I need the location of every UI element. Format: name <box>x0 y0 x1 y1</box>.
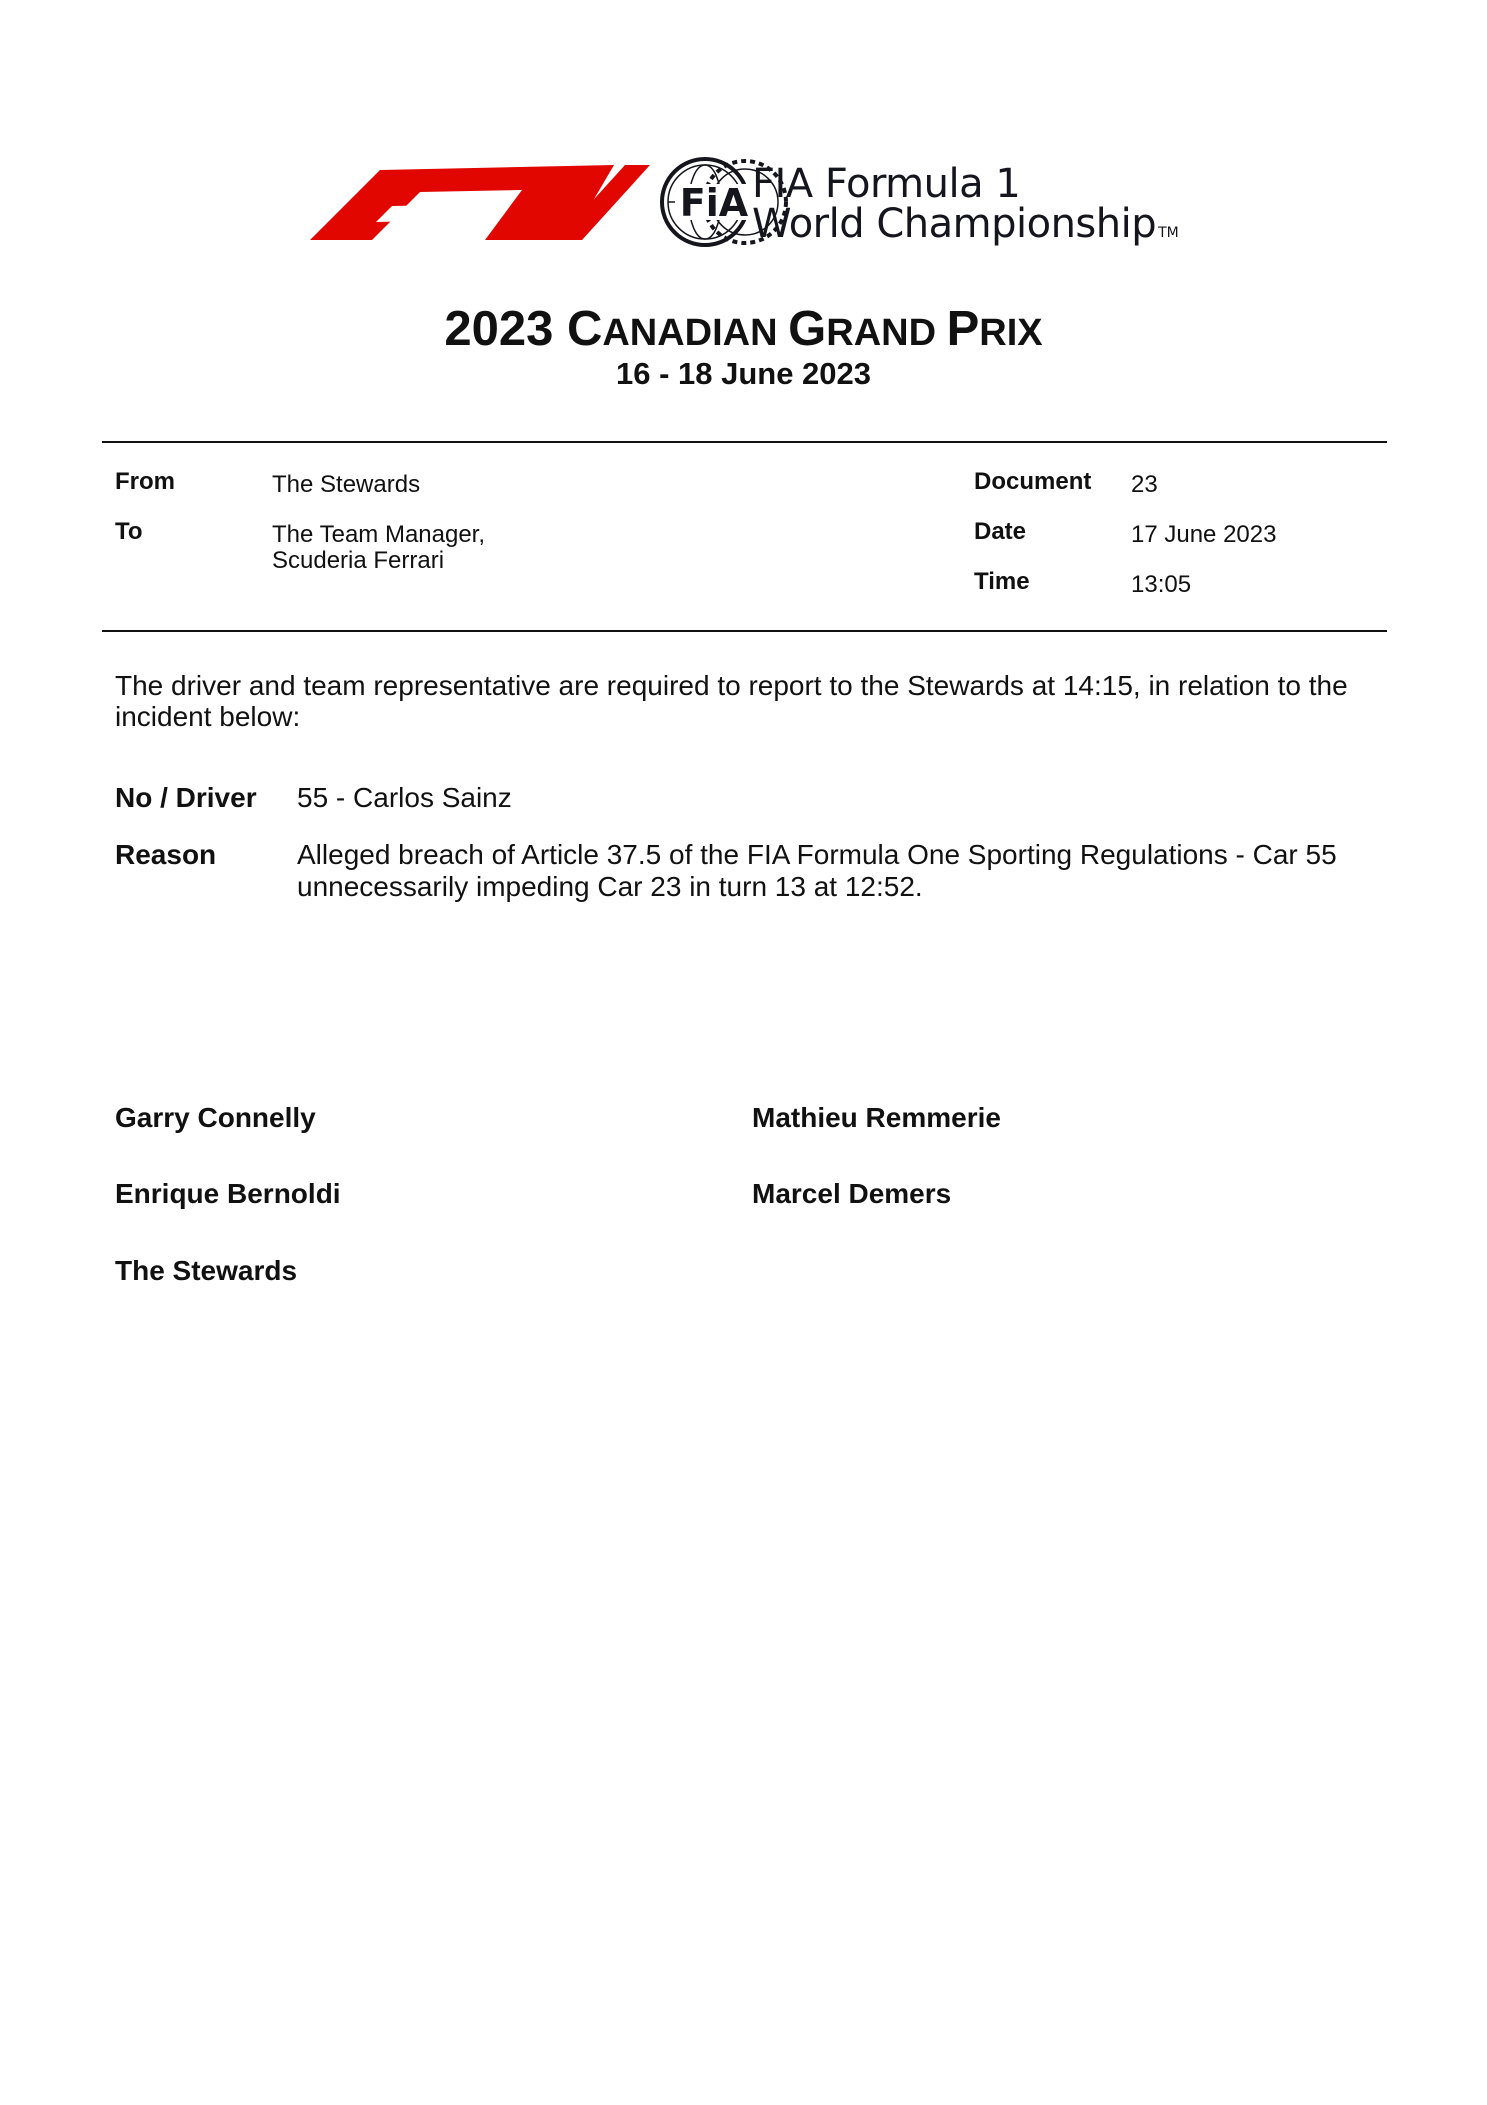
title-rest: RIX <box>979 312 1043 354</box>
header-bottom-divider <box>102 630 1387 632</box>
time-label: Time <box>974 568 1030 595</box>
to-label: To <box>115 518 143 545</box>
title-rest: ANADIAN <box>602 312 789 354</box>
steward-name-1: Garry Connelly <box>115 1102 316 1133</box>
time-value: 13:05 <box>1131 571 1192 598</box>
header-top-divider <box>102 441 1387 443</box>
logo-wordmark <box>752 161 1179 253</box>
event-title-word-2 <box>788 302 946 356</box>
title-rest: RAND <box>826 312 947 354</box>
summons-intro: The driver and team representative are required to report to the Stewards at 14:15, in relation to the incident below: <box>115 670 1348 732</box>
title-initial: C <box>566 302 603 356</box>
logo-line-2-text: World Championship <box>752 201 1157 247</box>
logo-line-1: FIA Formula 1 <box>752 161 1021 207</box>
f1-logo-mark <box>310 165 650 240</box>
event-title-word-1 <box>567 302 788 356</box>
date-value: 17 June 2023 <box>1131 521 1277 548</box>
logo-line-2 <box>752 201 1179 253</box>
date-label: Date <box>974 518 1027 545</box>
reason-label: Reason <box>115 839 217 870</box>
steward-name-2: Mathieu Remmerie <box>752 1102 1001 1133</box>
steward-name-4: Marcel Demers <box>752 1178 952 1209</box>
steward-name-3: Enrique Bernoldi <box>115 1178 341 1209</box>
title-initial: P <box>946 302 980 356</box>
event-title-year: 2023 <box>444 302 567 356</box>
reason-value: Alleged breach of Article 37.5 of the FIA Formula One Sporting Regulations - Car 55 unnecessarily impeding Car 23 in turn 13 at 12:52. <box>297 839 1337 902</box>
event-title <box>0 302 1487 360</box>
event-title-word-3 <box>947 302 1043 356</box>
document-value: 23 <box>1131 471 1158 498</box>
event-dates: 16 - 18 June 2023 <box>615 356 872 391</box>
document-label: Document <box>974 468 1092 495</box>
svg-text:FiA: FiA <box>679 181 749 225</box>
stewards-signoff: The Stewards <box>115 1255 298 1286</box>
from-value: The Stewards <box>272 471 421 498</box>
to-value: The Team Manager, Scuderia Ferrari <box>272 521 486 574</box>
driver-label: No / Driver <box>115 782 257 813</box>
title-initial: G <box>788 302 827 356</box>
driver-value: 55 - Carlos Sainz <box>297 782 512 813</box>
from-label: From <box>115 468 175 495</box>
trademark-mark: TM <box>1158 225 1179 241</box>
